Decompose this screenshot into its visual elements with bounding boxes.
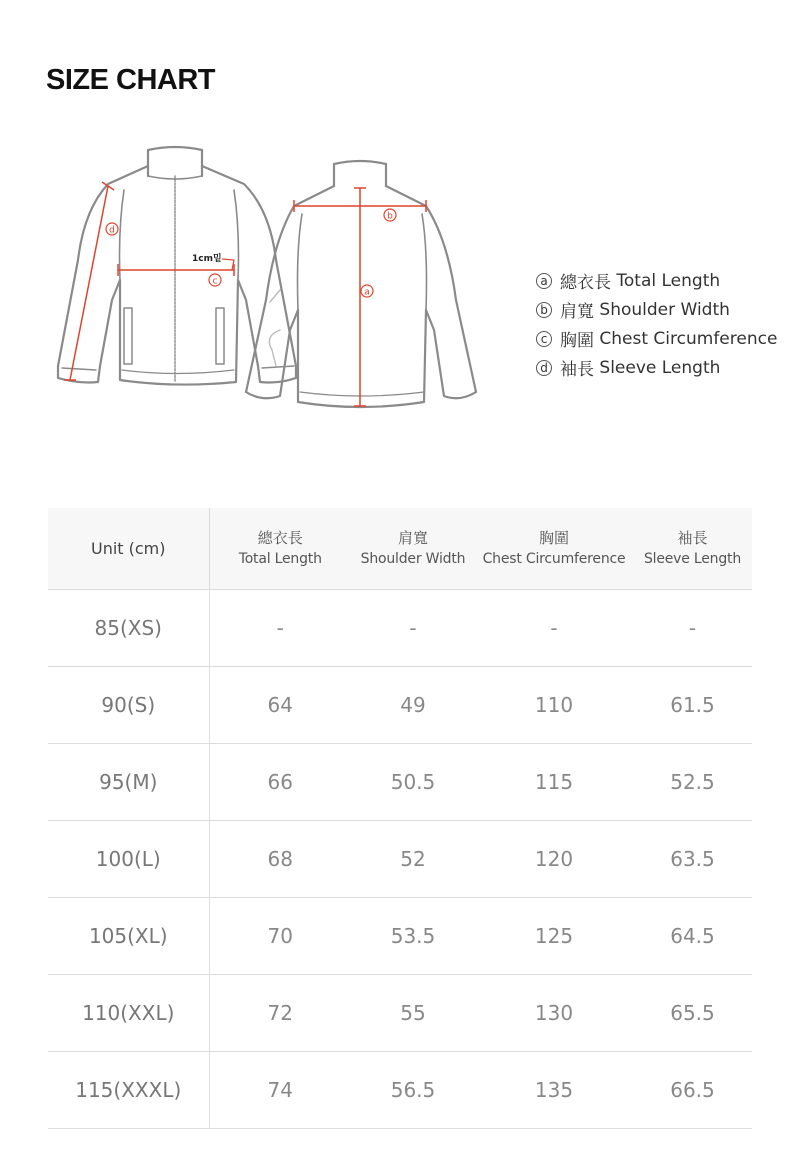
value-chest-circumference: 120 — [475, 821, 633, 898]
value-sleeve-length: 64.5 — [633, 898, 752, 975]
mark-c — [209, 274, 221, 287]
legend-mark: a — [536, 273, 552, 289]
value-sleeve-length: 66.5 — [633, 1052, 752, 1129]
value-shoulder-width: 52 — [351, 821, 475, 898]
value-chest-circumference: 130 — [475, 975, 633, 1052]
value-shoulder-width: 55 — [351, 975, 475, 1052]
page-title: SIZE CHART — [46, 64, 215, 96]
legend-mark: b — [536, 302, 552, 318]
jacket-front-view — [58, 147, 296, 385]
legend-item-total-length — [536, 266, 777, 295]
legend-en: Shoulder Width — [599, 299, 730, 320]
table-row — [48, 667, 752, 744]
value-sleeve-length: 52.5 — [633, 744, 752, 821]
value-sleeve-length: 63.5 — [633, 821, 752, 898]
legend-en: Sleeve Length — [599, 357, 721, 378]
value-chest-circumference: - — [475, 590, 633, 667]
table-row — [48, 898, 752, 975]
value-shoulder-width: 53.5 — [351, 898, 475, 975]
column-header-total-length: 總衣長 Total Length — [209, 508, 351, 590]
size-label: 90(S) — [48, 667, 209, 744]
size-label: 115(XXXL) — [48, 1052, 209, 1129]
table-header-row — [48, 508, 752, 590]
svg-text:b: b — [387, 211, 393, 222]
legend-zh: 胸圍 — [560, 331, 594, 351]
unit-header: Unit (cm) — [48, 508, 209, 590]
value-chest-circumference: 125 — [475, 898, 633, 975]
value-total-length: 66 — [209, 744, 351, 821]
value-total-length: 68 — [209, 821, 351, 898]
legend-item-shoulder-width — [536, 295, 777, 324]
jacket-measurement-diagram — [40, 130, 500, 430]
table-row — [48, 821, 752, 898]
table-row — [48, 1052, 752, 1129]
column-header-sleeve-length: 袖長 Sleeve Length — [633, 508, 752, 590]
value-total-length: 72 — [209, 975, 351, 1052]
svg-text:d: d — [109, 225, 115, 236]
value-total-length: - — [209, 590, 351, 667]
value-shoulder-width: 49 — [351, 667, 475, 744]
table-row — [48, 744, 752, 821]
size-label: 100(L) — [48, 821, 209, 898]
mark-a — [361, 285, 373, 298]
legend-zh: 總衣長 — [560, 273, 611, 293]
value-sleeve-length: 65.5 — [633, 975, 752, 1052]
size-label: 105(XL) — [48, 898, 209, 975]
column-header-shoulder-width: 肩寬 Shoulder Width — [351, 508, 475, 590]
value-chest-circumference: 110 — [475, 667, 633, 744]
size-label: 95(M) — [48, 744, 209, 821]
legend-en: Total Length — [616, 270, 721, 291]
measurement-legend — [536, 266, 777, 382]
size-label: 85(XS) — [48, 590, 209, 667]
value-total-length: 70 — [209, 898, 351, 975]
value-shoulder-width: 50.5 — [351, 744, 475, 821]
legend-en: Chest Circumference — [599, 328, 778, 349]
size-table — [48, 508, 752, 1129]
value-sleeve-length: 61.5 — [633, 667, 752, 744]
legend-zh: 袖長 — [560, 360, 594, 380]
value-total-length: 64 — [209, 667, 351, 744]
legend-mark: c — [536, 331, 552, 347]
value-total-length: 74 — [209, 1052, 351, 1129]
value-sleeve-length: - — [633, 590, 752, 667]
svg-text:c: c — [212, 276, 218, 287]
legend-zh: 肩寬 — [560, 302, 594, 322]
size-label: 110(XXL) — [48, 975, 209, 1052]
value-chest-circumference: 115 — [475, 744, 633, 821]
legend-item-sleeve-length — [536, 353, 777, 382]
legend-mark: d — [536, 360, 552, 376]
column-header-chest-circumference: 胸圍 Chest Circumference — [475, 508, 633, 590]
value-shoulder-width: 56.5 — [351, 1052, 475, 1129]
value-chest-circumference: 135 — [475, 1052, 633, 1129]
legend-item-chest-circumference — [536, 324, 777, 353]
chest-note: 1cm밑 — [192, 254, 222, 264]
table-row — [48, 590, 752, 667]
mark-d — [106, 223, 118, 236]
mark-b — [384, 209, 396, 222]
table-row — [48, 975, 752, 1052]
svg-text:a: a — [364, 287, 370, 298]
value-shoulder-width: - — [351, 590, 475, 667]
